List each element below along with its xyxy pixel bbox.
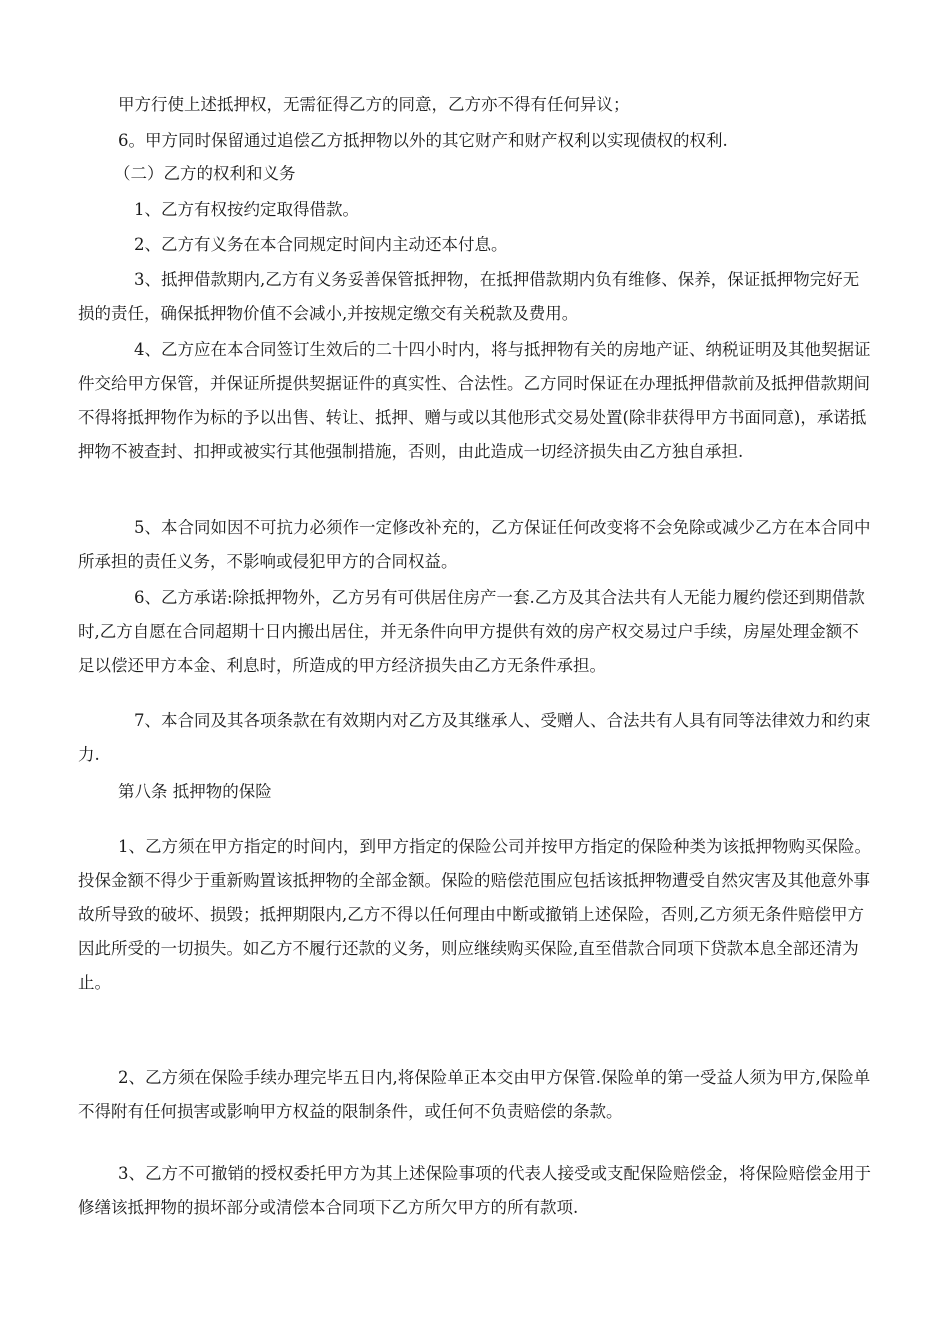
paragraph-b-item-5: 5、本合同如因不可抗力必须作一定修改补充的，乙方保证任何改变将不会免除或减少乙方在本合同中所承担的责任义务，不影响或侵犯甲方的合同权益。: [78, 518, 871, 571]
article-8-heading: 第八条 抵押物的保险: [118, 782, 272, 801]
paragraph-insurance-1: 1、乙方须在甲方指定的时间内，到甲方指定的保险公司并按甲方指定的保险种类为该抵押物购买保险。投保金额不得少于重新购置该抵押物的全部金额。保险的赔偿范围应包括该抵押物遭受自然灾害及其他意外事故所导致的破坏、损毁；抵押期限内,乙方不得以任何理由中断或撤销上述保险，否则,乙方须无条件赔偿甲方因此所受的一切损失。如乙方不履行还款的义务，则应继续购买保险,直至借款合同项下贷款本息全部还清为止。: [78, 837, 871, 992]
paragraph-insurance-2: 2、乙方须在保险手续办理完毕五日内,将保险单正本交由甲方保管.保险单的第一受益人须为甲方,保险单不得附有任何损害或影响甲方权益的限制条件，或任何不负责赔偿的条款。: [78, 1068, 871, 1121]
paragraph-b-item-3: 3、抵押借款期内,乙方有义务妥善保管抵押物，在抵押借款期内负有维修、保养，保证抵押物完好无损的责任，确保抵押物价值不会减小,并按规定缴交有关税款及费用。: [78, 270, 860, 323]
paragraph-b-item-6: 6、乙方承诺:除抵押物外，乙方另有可供居住房产一套.乙方及其合法共有人无能力履约偿还到期借款时,乙方自愿在合同超期十日内搬出居住，并无条件向甲方提供有效的房产权交易过户手续，房屋处理金额不足以偿还甲方本金、利息时，所造成的甲方经济损失由乙方无条件承担。: [78, 588, 865, 675]
section-heading-party-b-rights: （二）乙方的权利和义务: [114, 164, 296, 183]
paragraph-b-item-2: 2、乙方有义务在本合同规定时间内主动还本付息。: [134, 235, 508, 254]
paragraph-b-item-4: 4、乙方应在本合同签订生效后的二十四小时内，将与抵押物有关的房地产证、纳税证明及其他契据证件交给甲方保管，并保证所提供契据证件的真实性、合法性。乙方同时保证在办理抵押借款前及抵押借款期间不得将抵押物作为标的予以出售、转让、抵押、赠与或以其他形式交易处置(除非获得甲方书面同意)，承诺抵押物不被查封、扣押或被实行其他强制措施，否则，由此造成一切经济损失由乙方独自承担.: [78, 340, 871, 461]
paragraph-b-item-7: 7、本合同及其各项条款在有效期内对乙方及其继承人、受赠人、合法共有人具有同等法律效力和约束力.: [78, 711, 871, 764]
paragraph-clause-6-recourse: 6。甲方同时保留通过追偿乙方抵押物以外的其它财产和财产权利以实现债权的权利.: [118, 131, 728, 150]
paragraph-insurance-3: 3、乙方不可撤销的授权委托甲方为其上述保险事项的代表人接受或支配保险赔偿金，将保险赔偿金用于修缮该抵押物的损坏部分或清偿本合同项下乙方所欠甲方的所有款项.: [78, 1164, 871, 1217]
paragraph-mortgage-right: 甲方行使上述抵押权，无需征得乙方的同意，乙方亦不得有任何异议；: [118, 95, 630, 114]
paragraph-b-item-1: 1、乙方有权按约定取得借款。: [134, 200, 359, 219]
